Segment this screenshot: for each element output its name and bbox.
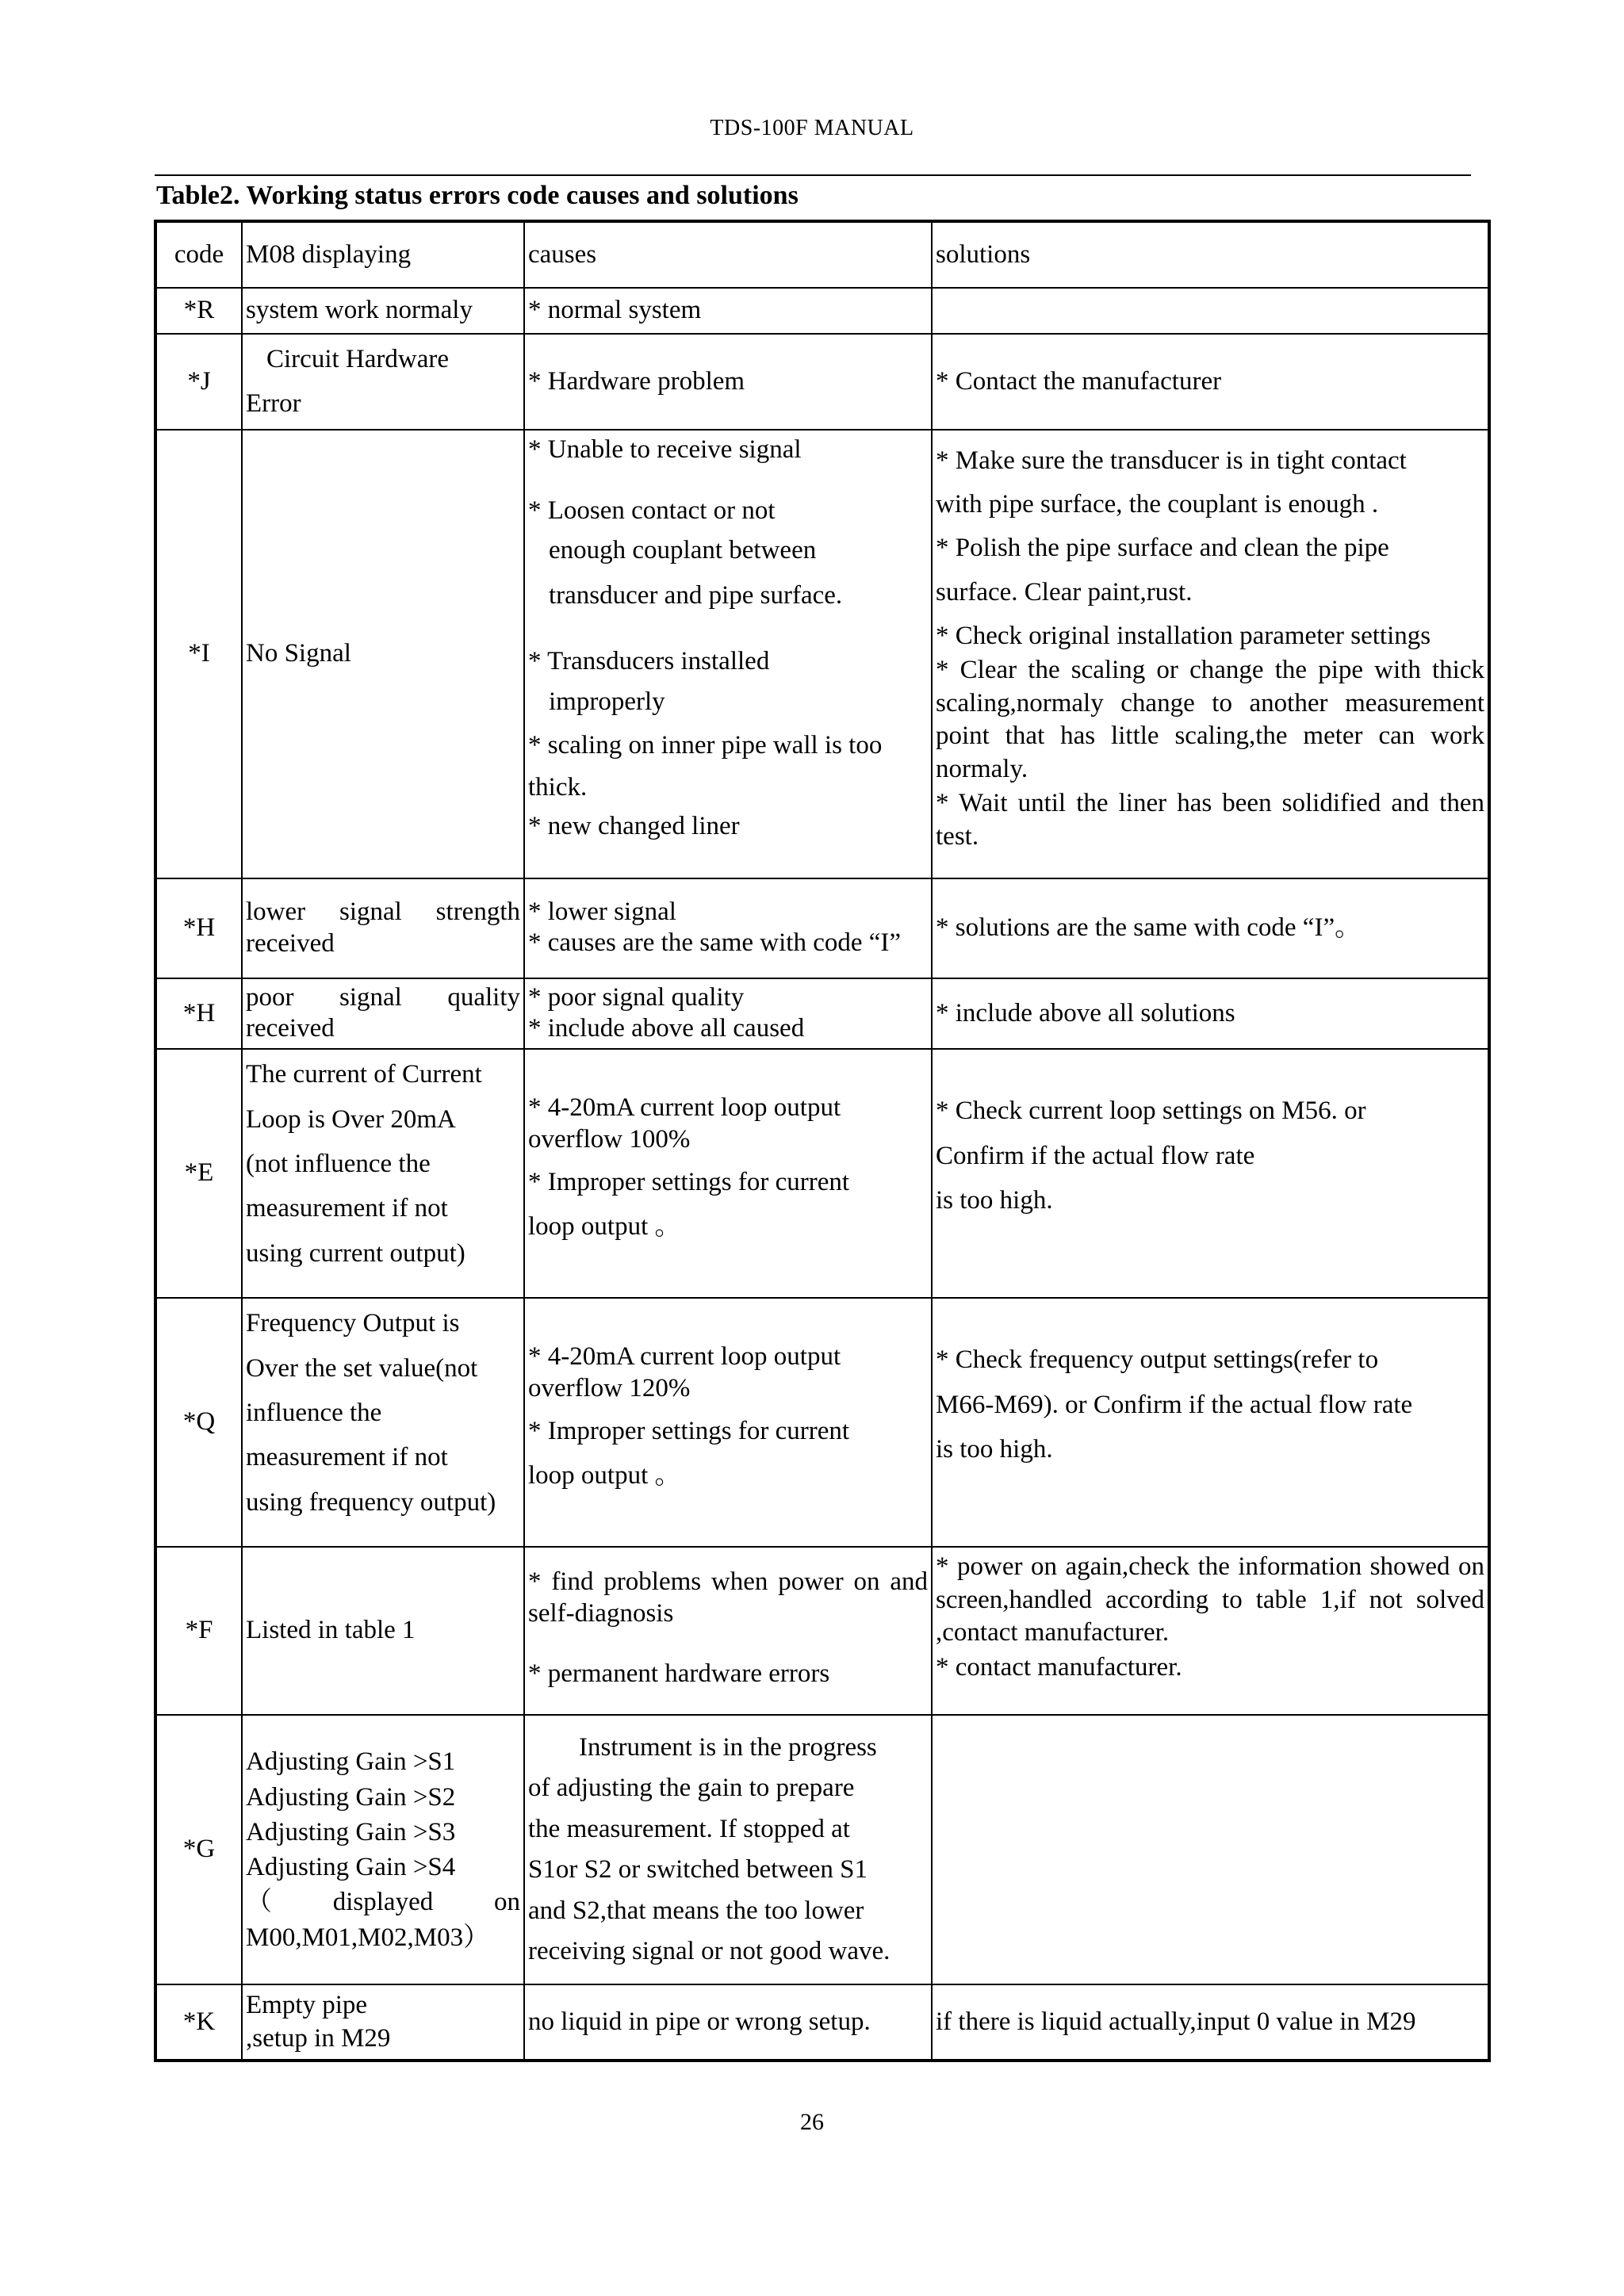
solutions bbox=[932, 1715, 1489, 1984]
header-rule bbox=[155, 174, 1471, 176]
causes: * 4-20mA current loop output overflow 120% * Improper settings for current loop output 。 bbox=[524, 1298, 932, 1547]
error-code: *H bbox=[155, 878, 242, 978]
table-row bbox=[155, 1715, 1489, 1984]
solutions bbox=[932, 288, 1489, 334]
table-row bbox=[155, 878, 1489, 978]
table-row bbox=[155, 1049, 1489, 1298]
m08-display: Frequency Output is Over the set value(not influence the measurement if not using frequency output) bbox=[242, 1298, 524, 1547]
causes: * find problems when power on and self-diagnosis * permanent hardware errors bbox=[524, 1547, 932, 1715]
error-code: *K bbox=[155, 1984, 242, 2061]
m08-display: poor signal quality received bbox=[242, 978, 524, 1049]
column-header-solutions: solutions bbox=[932, 221, 1489, 288]
table-header-row bbox=[155, 221, 1489, 288]
m08-display: system work normaly bbox=[242, 288, 524, 334]
page-header: TDS-100F MANUAL bbox=[710, 116, 914, 140]
table-row bbox=[155, 334, 1489, 430]
solutions: * Check current loop settings on M56. or Confirm if the actual flow rate is too high. bbox=[932, 1049, 1489, 1298]
m08-display: Empty pipe ,setup in M29 bbox=[242, 1984, 524, 2061]
table-row bbox=[155, 430, 1489, 878]
table-row bbox=[155, 1547, 1489, 1715]
m08-display: Circuit Hardware Error bbox=[242, 334, 524, 430]
m08-display: The current of Current Loop is Over 20mA (not influence the measurement if not using current output) bbox=[242, 1049, 524, 1298]
column-header-code: code bbox=[155, 221, 242, 288]
error-code-table bbox=[154, 220, 1491, 2062]
solutions: * power on again,check the information showed on screen,handled according to table 1,if not solved ,contact manufacturer. * contact manufacturer. bbox=[932, 1547, 1489, 1715]
table-row bbox=[155, 978, 1489, 1049]
solutions: if there is liquid actually,input 0 value in M29 bbox=[932, 1984, 1489, 2061]
solutions: * Contact the manufacturer bbox=[932, 334, 1489, 430]
m08-display: lower signal strength received bbox=[242, 878, 524, 978]
solutions: * solutions are the same with code “I”。 bbox=[932, 878, 1489, 978]
m08-display: Adjusting Gain >S1 Adjusting Gain >S2 Adjusting Gain >S3 Adjusting Gain >S4 （ displayed on M00,M01,M02,M03） bbox=[242, 1715, 524, 1984]
display-location-line: （ displayed on bbox=[246, 1888, 520, 1917]
solutions: * Check frequency output settings(refer to M66-M69). or Confirm if the actual flow rate is too high. bbox=[932, 1298, 1489, 1547]
causes: Instrument is in the progress of adjusting the gain to prepare the measurement. If stopped at S1or S2 or switched between S1 and S2,that means the too lower receiving signal or not good wave. bbox=[524, 1715, 932, 1984]
causes: * Unable to receive signal * Loosen contact or not enough couplant between transducer and pipe surface. * Transducers installed improperly * scaling on inner pipe wall is too thick. * new changed liner bbox=[524, 430, 932, 878]
table-row bbox=[155, 288, 1489, 334]
causes: * normal system bbox=[524, 288, 932, 334]
error-code: *E bbox=[155, 1049, 242, 1298]
error-code: *G bbox=[155, 1715, 242, 1984]
causes: * poor signal quality * include above all caused bbox=[524, 978, 932, 1049]
m08-display: No Signal bbox=[242, 430, 524, 878]
column-header-causes: causes bbox=[524, 221, 932, 288]
error-code: *I bbox=[155, 430, 242, 878]
solutions: * Make sure the transducer is in tight contact with pipe surface, the couplant is enough . * Polish the pipe surface and clean the pipe surface. Clear paint,rust. * Check original installation parameter settings * Clear the scaling or change the pipe with thick scaling,normaly change to another measurement point that has little scaling,the meter can work normaly. * Wait until the liner has been solidified and then test. bbox=[932, 430, 1489, 878]
page-number: 26 bbox=[800, 2109, 824, 2135]
error-code: *Q bbox=[155, 1298, 242, 1547]
causes: * lower signal * causes are the same with code “I” bbox=[524, 878, 932, 978]
causes: * 4-20mA current loop output overflow 100% * Improper settings for current loop output 。 bbox=[524, 1049, 932, 1298]
column-header-m08-displaying: M08 displaying bbox=[242, 221, 524, 288]
causes: no liquid in pipe or wrong setup. bbox=[524, 1984, 932, 2061]
m08-display: Listed in table 1 bbox=[242, 1547, 524, 1715]
error-code: *F bbox=[155, 1547, 242, 1715]
causes: * Hardware problem bbox=[524, 334, 932, 430]
table-title: Table2. Working status errors code causes and solutions bbox=[156, 181, 799, 210]
table-row bbox=[155, 1298, 1489, 1547]
error-code: *H bbox=[155, 978, 242, 1049]
table-row bbox=[155, 1984, 1489, 2061]
error-code: *J bbox=[155, 334, 242, 430]
error-code: *R bbox=[155, 288, 242, 334]
solutions: * include above all solutions bbox=[932, 978, 1489, 1049]
